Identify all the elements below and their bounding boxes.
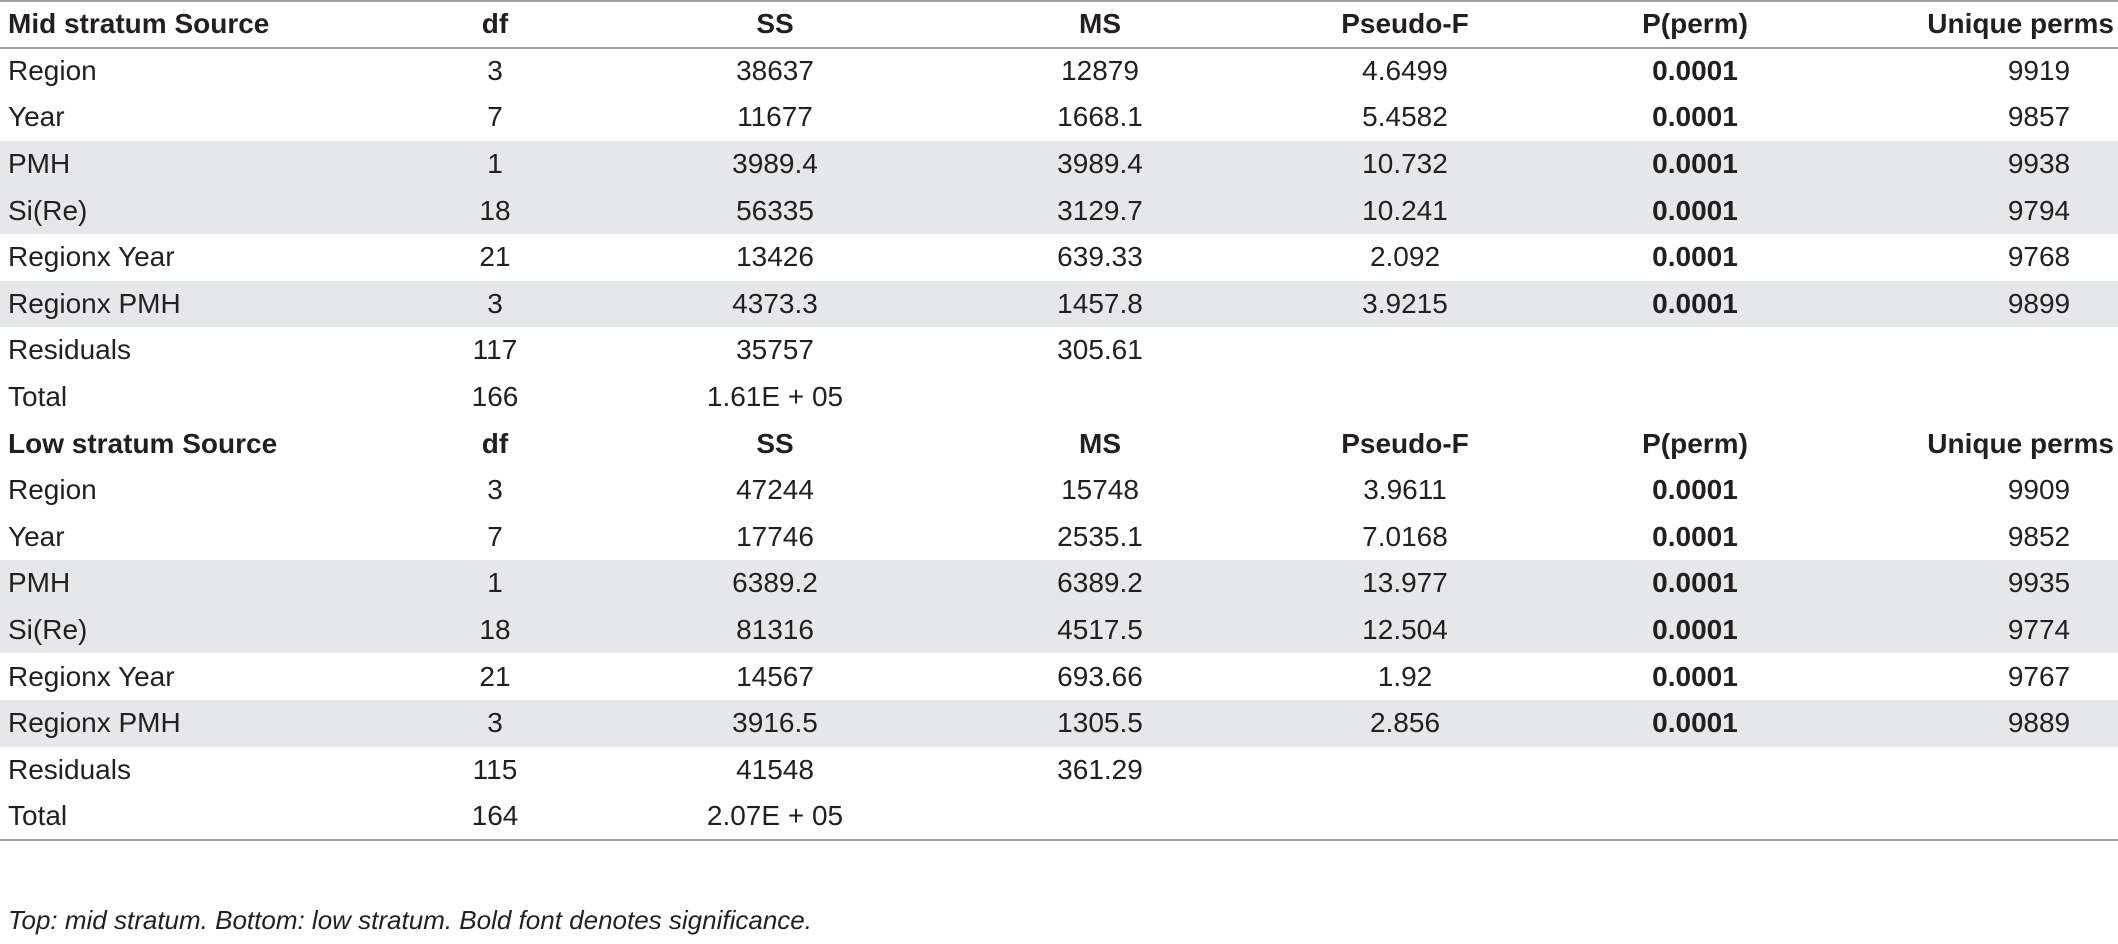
table-row — [0, 187, 2118, 234]
table-cell: Total — [8, 381, 68, 413]
table-cell — [1260, 747, 1550, 794]
table-cell: 6389.2 — [940, 560, 1260, 607]
low-header-cell: df — [481, 427, 509, 459]
table-cell: 0.0001 — [1550, 700, 1840, 747]
table-row — [0, 374, 2118, 421]
low-header-cell: P(perm) — [1642, 427, 1748, 459]
table-cell: 18 — [380, 607, 610, 654]
table-cell: 7.0168 — [1362, 520, 1448, 552]
table-cell: 47244 — [736, 474, 814, 506]
table-row — [0, 700, 2118, 747]
table-row — [0, 467, 2118, 514]
table-cell — [1550, 374, 1840, 421]
table-cell: 693.66 — [1057, 660, 1143, 692]
table-row — [0, 747, 2118, 794]
table-cell: 6389.2 — [610, 560, 940, 607]
table-cell: 9919 — [2007, 55, 2071, 87]
table-cell: 3 — [380, 700, 610, 747]
table-cell: 38637 — [736, 55, 814, 87]
table-cell — [1550, 327, 1840, 374]
table-cell: 1668.1 — [1057, 101, 1143, 133]
table-cell: 2.092 — [1369, 241, 1441, 273]
table-cell: 166 — [471, 381, 519, 413]
table-cell: 3129.7 — [940, 187, 1260, 234]
table-cell: 9794 — [1840, 187, 2118, 234]
table-cell: 1.61E + 05 — [706, 381, 844, 413]
table-cell — [1260, 327, 1550, 374]
table-cell — [1550, 747, 1840, 794]
table-row — [0, 94, 2118, 141]
table-cell: 1.92 — [1377, 660, 1433, 692]
table-cell — [1840, 793, 2118, 840]
table-cell — [1840, 374, 2118, 421]
table-row — [0, 141, 2118, 188]
table-caption: Top: mid stratum. Bottom: low stratum. Bold font denotes significance. — [8, 905, 812, 935]
table-cell: 1305.5 — [940, 700, 1260, 747]
table-cell: 3989.4 — [610, 141, 940, 188]
table-cell: Region — [8, 474, 97, 506]
table-cell — [940, 374, 1260, 421]
table-cell: 0.0001 — [1550, 607, 1840, 654]
table-cell: 9767 — [2007, 660, 2071, 692]
table-cell: 9889 — [1840, 700, 2118, 747]
table-cell: 117 — [472, 334, 518, 366]
table-cell: 13426 — [736, 241, 814, 273]
table-cell: 18 — [380, 187, 610, 234]
low-header-cell: Unique perms — [1927, 427, 2114, 459]
low-header-cell: Pseudo-F — [1341, 427, 1469, 459]
table-cell: 5.4582 — [1362, 101, 1448, 133]
table-cell: 11677 — [737, 101, 813, 133]
table-cell: Regionx PMH — [0, 700, 380, 747]
table-cell: 2535.1 — [1057, 520, 1143, 552]
table-cell — [1260, 374, 1550, 421]
table-cell — [1840, 747, 2118, 794]
table-cell: 1 — [380, 141, 610, 188]
table-row — [0, 514, 2118, 561]
table-cell: 639.33 — [1057, 241, 1143, 273]
table-cell: 9938 — [1840, 141, 2118, 188]
table-cell: 3 — [487, 55, 503, 87]
table-cell: 10.241 — [1260, 187, 1550, 234]
low-header-cell: Low stratum Source — [8, 427, 278, 459]
table-cell: 14567 — [736, 660, 814, 692]
mid-header-cell: Pseudo-F — [1260, 1, 1550, 48]
table-cell: 9857 — [2007, 101, 2071, 133]
table-cell: Regionx Year — [8, 241, 175, 273]
table-cell: 0.0001 — [1550, 187, 1840, 234]
table-cell: 21 — [479, 241, 511, 273]
table-cell: Total — [0, 793, 380, 840]
table-cell: Regionx PMH — [0, 281, 380, 328]
table-row — [0, 653, 2118, 700]
mid-header-cell: df — [380, 1, 610, 48]
table-cell: 4373.3 — [610, 281, 940, 328]
table-cell: Residuals — [8, 334, 131, 366]
table-cell — [1260, 793, 1550, 840]
table-cell — [1550, 793, 1840, 840]
table-cell: 4.6499 — [1362, 55, 1448, 87]
table-cell: 3.9215 — [1260, 281, 1550, 328]
table-cell: 305.61 — [1057, 334, 1143, 366]
mid-header-cell: Mid stratum Source — [0, 1, 380, 48]
table-cell: 3 — [487, 474, 503, 506]
table-cell: 1457.8 — [940, 281, 1260, 328]
mid-header-cell: MS — [940, 1, 1260, 48]
table-cell: 0.0001 — [1652, 520, 1738, 552]
table-row — [0, 607, 2118, 654]
table-cell: 9935 — [1840, 560, 2118, 607]
low-header-cell: SS — [756, 427, 794, 459]
table-cell: 12.504 — [1260, 607, 1550, 654]
table-cell: 4517.5 — [940, 607, 1260, 654]
table-cell: Region — [8, 55, 97, 87]
table-cell: 3 — [380, 281, 610, 328]
table-cell: 7 — [487, 101, 503, 133]
table-cell: Year — [8, 101, 65, 133]
table-cell: 9774 — [1840, 607, 2118, 654]
table-cell: 0.0001 — [1652, 660, 1738, 692]
table-cell: 9768 — [2007, 241, 2071, 273]
table-cell: 0.0001 — [1652, 241, 1738, 273]
table-cell: 41548 — [736, 753, 814, 785]
table-cell: 7 — [487, 520, 503, 552]
table-cell: Si(Re) — [0, 187, 380, 234]
table-cell: 35757 — [736, 334, 814, 366]
table-row — [0, 281, 2118, 328]
table-cell: Regionx Year — [8, 660, 175, 692]
table-cell: 21 — [479, 660, 511, 692]
table-cell: 0.0001 — [1652, 101, 1738, 133]
table-row — [0, 560, 2118, 607]
table-cell: 0.0001 — [1652, 474, 1738, 506]
table-cell: 0.0001 — [1652, 55, 1738, 87]
table-cell: 9899 — [1840, 281, 2118, 328]
table-cell: 13.977 — [1260, 560, 1550, 607]
mid-header-cell: Unique perms — [1840, 1, 2118, 48]
table-cell: PMH — [0, 141, 380, 188]
table-cell: 2.07E + 05 — [610, 793, 940, 840]
table-cell: 164 — [380, 793, 610, 840]
table-cell: 15748 — [1061, 474, 1139, 506]
table-cell: 361.29 — [1057, 753, 1143, 785]
table-cell: 0.0001 — [1550, 141, 1840, 188]
table-cell: Residuals — [8, 753, 131, 785]
table-row — [0, 327, 2118, 374]
low-header-cell: MS — [1079, 427, 1121, 459]
low-stratum-header-row — [0, 420, 2118, 467]
table-cell: 9909 — [2007, 474, 2071, 506]
table-cell — [1840, 327, 2118, 374]
table-row — [0, 793, 2118, 840]
table-row — [0, 48, 2118, 95]
table-cell: PMH — [0, 560, 380, 607]
table-cell: 115 — [472, 753, 518, 785]
table-cell: 17746 — [736, 520, 814, 552]
table-cell: Si(Re) — [0, 607, 380, 654]
mid-header-cell: SS — [610, 1, 940, 48]
table-cell: 9852 — [2007, 520, 2071, 552]
table-cell: 10.732 — [1260, 141, 1550, 188]
table-cell: 81316 — [610, 607, 940, 654]
mid-header-cell: P(perm) — [1550, 1, 1840, 48]
table-row — [0, 234, 2118, 281]
table-cell: 56335 — [610, 187, 940, 234]
table-cell: 0.0001 — [1550, 560, 1840, 607]
table-cell: 3989.4 — [940, 141, 1260, 188]
anova-table-body — [0, 1, 2118, 840]
table-cell — [940, 793, 1260, 840]
table-cell: 1 — [380, 560, 610, 607]
table-cell: 3916.5 — [610, 700, 940, 747]
table-cell: 12879 — [1061, 55, 1139, 87]
table-cell: 0.0001 — [1550, 281, 1840, 328]
table-cell: 3.9611 — [1363, 474, 1447, 506]
table-cell: Year — [8, 520, 65, 552]
mid-stratum-header-row — [0, 1, 2118, 48]
table-cell: 2.856 — [1260, 700, 1550, 747]
